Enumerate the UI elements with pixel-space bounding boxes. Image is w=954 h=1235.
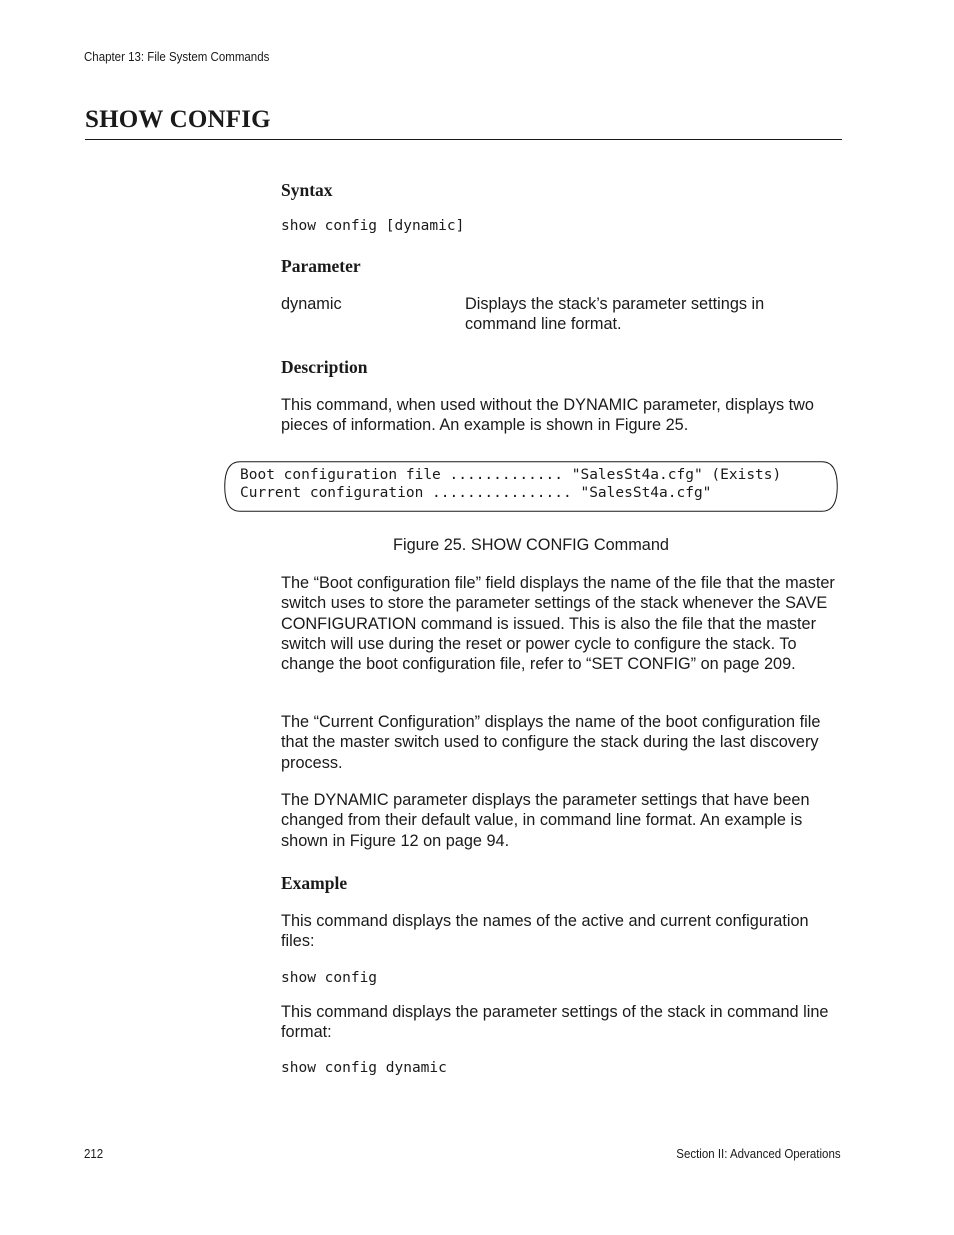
- figure-code-box: [224, 461, 838, 512]
- description-paragraph: The DYNAMIC parameter displays the parameter settings that have been changed from their default value, in command line format. An example is shown in Figure 12 on page 94.: [281, 791, 810, 850]
- description-heading: Description: [281, 357, 368, 377]
- code-line-current: Current configuration ................ "SalesSt4a.cfg": [240, 485, 712, 501]
- running-header: Chapter 13: File System Commands: [84, 50, 270, 64]
- page-number: 212: [84, 1147, 104, 1161]
- running-footer-section: Section II: Advanced Operations: [676, 1147, 841, 1161]
- description-intro: This command, when used without the DYNAMIC parameter, displays two pieces of information. An example is shown in Figure 25.: [281, 396, 814, 435]
- page-title: SHOW CONFIG: [85, 106, 271, 133]
- example-heading: Example: [281, 873, 348, 893]
- description-paragraph: The “Boot configuration file” field displays the name of the file that the master switch uses to store the parameter settings of the stack whenever the SAVE CONFIGURATION command is issued. This is also the file that the master switch will use during the reset or power cycle to configure the stack. To change the boot configuration file, refer to “SET CONFIG” on page 209.: [281, 574, 835, 674]
- syntax-heading: Syntax: [281, 180, 333, 200]
- description-paragraph: The “Current Configuration” displays the name of the boot configuration file that the master switch used to configure the stack during the last discovery process.: [281, 713, 821, 772]
- example-text: This command displays the parameter settings of the stack in command line format:: [281, 1003, 829, 1042]
- parameter-name: dynamic: [281, 295, 342, 313]
- title-rule: [85, 139, 842, 140]
- example-text: This command displays the names of the active and current configuration files:: [281, 912, 809, 951]
- example-command: show config: [281, 970, 378, 986]
- figure-caption: Figure 25. SHOW CONFIG Command: [393, 536, 669, 554]
- parameter-description: Displays the stack’s parameter settings in command line format.: [465, 295, 765, 333]
- parameter-heading: Parameter: [281, 256, 361, 276]
- code-line-boot: Boot configuration file ............. "SalesSt4a.cfg" (Exists): [240, 467, 782, 483]
- example-command: show config dynamic: [281, 1060, 447, 1076]
- syntax-command: show config [dynamic]: [281, 218, 465, 234]
